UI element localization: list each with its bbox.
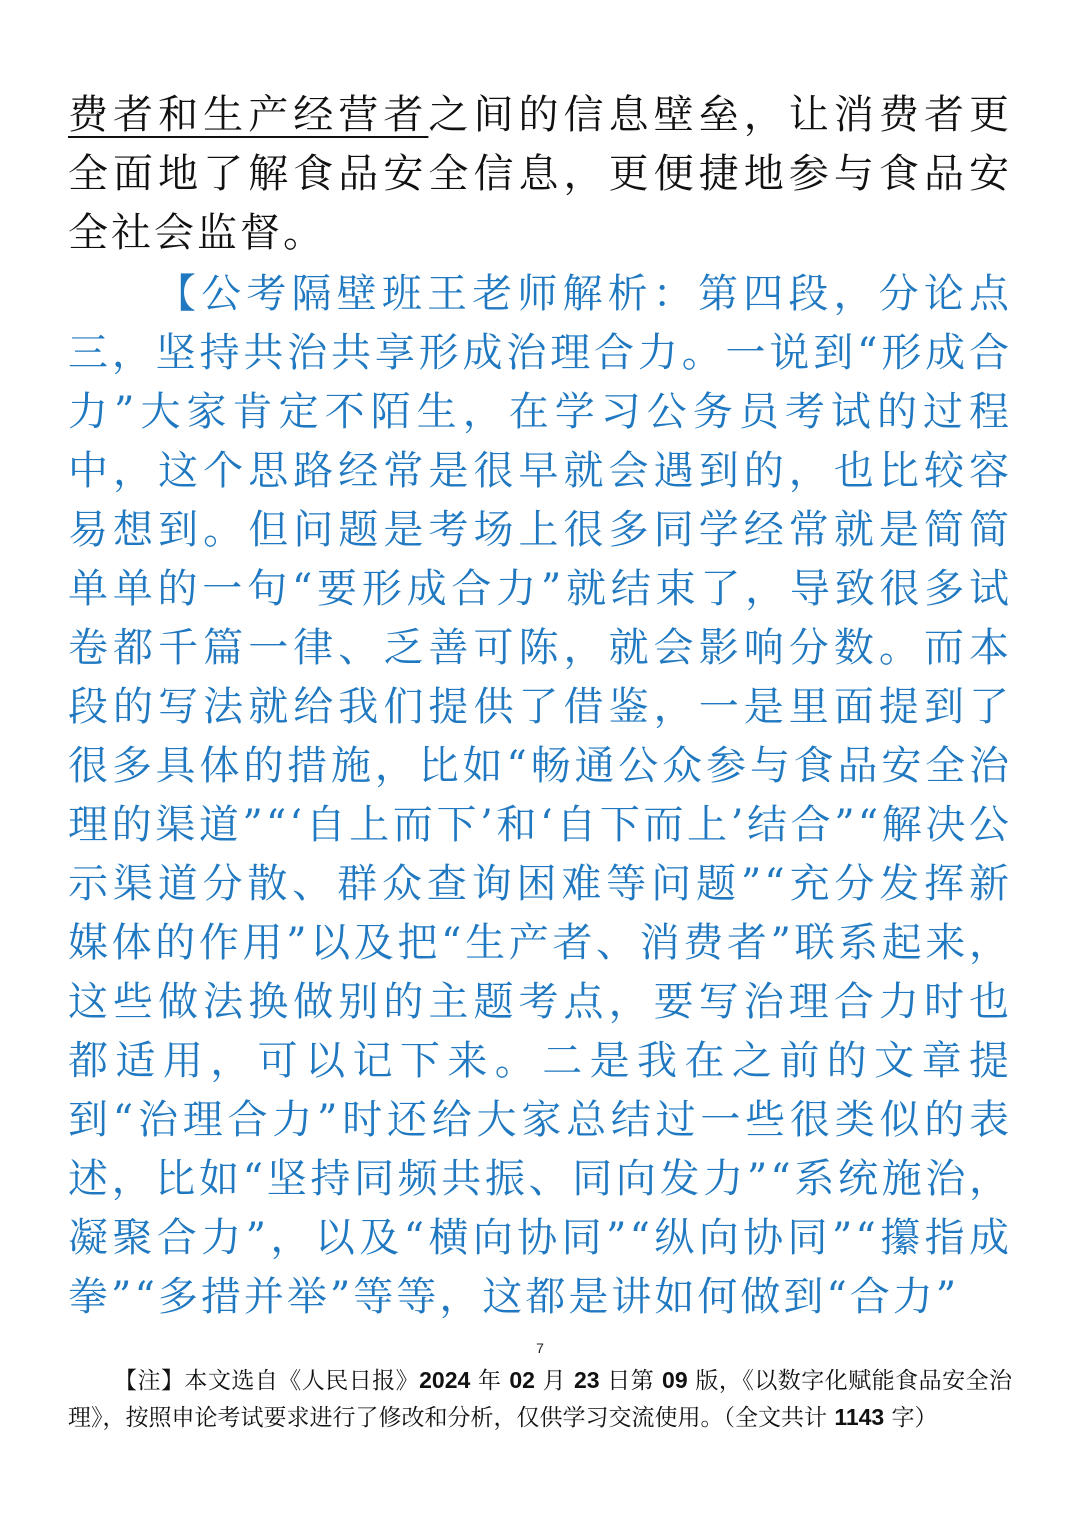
source-note (68, 1362, 1012, 1436)
note-edition: 09 (662, 1367, 688, 1393)
note-text: 日第 (599, 1368, 663, 1394)
body-paragraph-text: 之间的信息壁垒，让消费者更全面地了解食品安全信息，更便捷地参与食品安全社会监督。 (68, 92, 1013, 256)
page-number: 7 (536, 1340, 544, 1356)
note-text: 月 (534, 1368, 574, 1394)
body-paragraph (68, 86, 1012, 263)
note-word-count: 1143 (834, 1404, 885, 1430)
note-day: 23 (573, 1367, 600, 1393)
underlined-phrase: 费者和生产经营者 (68, 92, 429, 138)
note-text: 字） (884, 1405, 938, 1431)
note-text: 版，《以数字化赋能食品安全治理》，按照申论考试要求进行了修改和分析，仅供学习交流使用。（全文共计 (68, 1368, 1013, 1431)
note-month: 02 (509, 1367, 535, 1393)
analysis-paragraph: 【公考隔壁班王老师解析：第四段，分论点三，坚持共治共享形成治理合力。一说到“形成合力”大家肯定不陌生，在学习公务员考试的过程中，这个思路经常是很早就会遇到的，也比较容易想到。但问题是考场上很多同学经常就是简简单单的一句“要形成合力”就结束了，导致很多试卷都千篇一律、乏善可陈，就会影响分数。而本段的写法就给我们提供了借鉴，一是里面提到了很多具体的措施，比如“畅通公众参与食品安全治理的渠道”“‘自上而下’和‘自下而上’结合”“解决公示渠道分散、群众查询困难等问题”“充分发挥新媒体的作用”以及把“生产者、消费者”联系起来，这些做法换做别的主题考点，要写治理合力时也都适用，可以记下来。二是我在之前的文章提到“治理合力”时还给大家总结过一些很类似的表述，比如“坚持同频共振、同向发力”“系统施治，凝聚合力”，以及“横向协同”“纵向协同”“攥指成拳”“多措并举”等等，这都是讲如何做到“合力” (68, 271, 1012, 1320)
note-text: 【注】本文选自《人民日报》 (114, 1368, 420, 1394)
note-text: 年 (470, 1368, 510, 1394)
note-year: 2024 (419, 1367, 471, 1393)
